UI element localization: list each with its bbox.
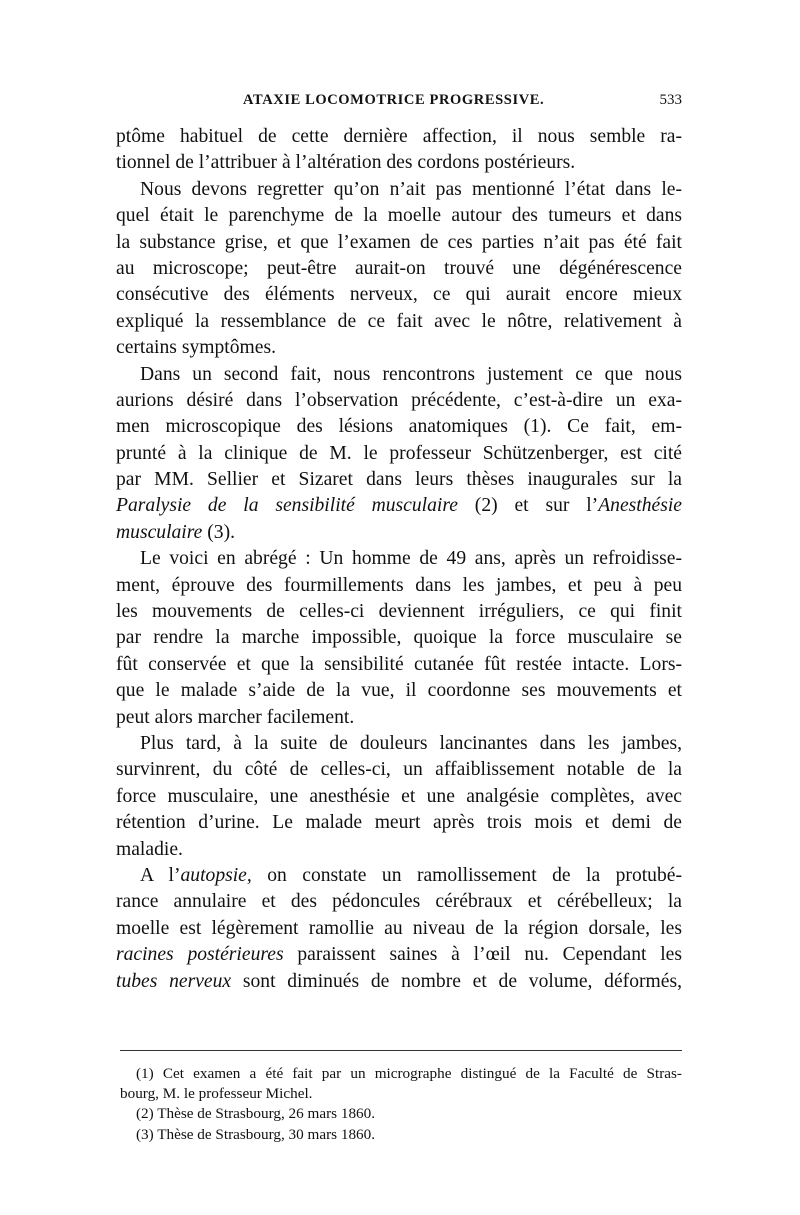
italic-tubes-nerveux: tubes nerveux (116, 970, 232, 992)
text-line: survinrent, du côté de celles-ci, un affaiblissement notable de la (116, 759, 682, 781)
footnotes (120, 1064, 682, 1145)
text-run: sont diminués de nombre et de volume, déformés, (231, 970, 682, 992)
text-line: par rendre la marche impossible, quoique la force musculaire se (116, 627, 682, 649)
paragraph-start-line: Nous devons regretter qu’on n’ait pas mentionné l’état dans le- (140, 178, 682, 200)
footnote-2: (2) Thèse de Strasbourg, 26 mars 1860. (136, 1105, 376, 1123)
italic-autopsie: autopsie, (180, 864, 252, 886)
text-run: A l’ (140, 864, 181, 886)
text-line: maladie. (116, 838, 183, 860)
text-line: rance annulaire et des pédoncules cérébraux et cérébelleux; la (116, 891, 682, 913)
text-line: expliqué la ressemblance de ce fait avec le nôtre, relativement à (116, 310, 682, 332)
running-head (115, 92, 682, 114)
text-line: par MM. Sellier et Sizaret dans leurs thèses inaugurales sur la (116, 469, 682, 491)
footnote-3: (3) Thèse de Strasbourg, 30 mars 1860. (136, 1125, 376, 1143)
text-line: fût conservée et que la sensibilité cutanée fût restée intacte. Lors- (116, 653, 682, 675)
paragraph-start-line: Plus tard, à la suite de douleurs lancinantes dans les jambes, (140, 732, 682, 754)
text-line: force musculaire, une anesthésie et une analgésie complètes, avec (116, 785, 682, 807)
text-line: ptôme habituel de cette dernière affection, il nous semble ra- (116, 126, 682, 147)
text-line-mixed (116, 942, 682, 968)
text-run: (3). (202, 521, 236, 543)
text-line: aurions désiré dans l’observation précédente, c’est-à-dire un exa- (116, 389, 682, 411)
footnote-1-continued: bourg, M. le professeur Michel. (120, 1085, 313, 1103)
italic-racines-posterieures: racines postérieures (116, 944, 284, 966)
text-line: men microscopique des lésions anatomiques (1). Ce fait, em- (116, 416, 682, 438)
text-line: la substance grise, et que l’examen de ces parties n’ait pas été fait (116, 231, 682, 253)
text-line: rétention d’urine. Le malade meurt après trois mois et demi de (116, 812, 682, 834)
text-line: ment, éprouve des fourmillements dans les jambes, et peu à peu (116, 574, 682, 596)
text-line: que le malade s’aide de la vue, il coordonne ses mouvements et (116, 680, 682, 702)
text-run: (2) et sur l’ (457, 495, 599, 517)
page-number: 533 (659, 92, 682, 108)
running-title: ATAXIE LOCOMOTRICE PROGRESSIVE. (243, 92, 545, 108)
italic-title-paralysie: Paralysie de la sensibilité musculaire (116, 495, 458, 517)
text-line: peut alors marcher facilement. (116, 706, 355, 728)
text-line: consécutive des éléments nerveux, ce qui aurait encore mieux (116, 284, 682, 306)
text-line-mixed (116, 520, 682, 546)
text-line-mixed (116, 969, 682, 995)
paragraph-start-line: Dans un second fait, nous rencontrons justement ce que nous (140, 363, 682, 385)
paragraph-start-line: Le voici en abrégé : Un homme de 49 ans, après un refroidisse- (140, 548, 682, 570)
body-text (116, 124, 682, 995)
paragraph-start-line (116, 863, 682, 889)
footnote-1: (1) Cet examen a été fait par un micrographe distingué de la Faculté de Stras- (136, 1065, 682, 1082)
text-run: on constate un ramollissement de la protubé- (251, 864, 682, 886)
text-line: prunté à la clinique de M. le professeur Schützenberger, est cité (116, 442, 682, 464)
footnote-divider (120, 1050, 682, 1051)
italic-title-anesthesie: Anesthésie (598, 495, 682, 517)
text-line-mixed (116, 493, 682, 519)
text-line: quel était le parenchyme de la moelle autour des tumeurs et dans (116, 205, 682, 227)
text-line: les mouvements de celles-ci deviennent irréguliers, ce qui finit (116, 601, 682, 623)
text-line: certains symptômes. (116, 337, 276, 359)
text-line: tionnel de l’attribuer à l’altération des cordons postérieurs. (116, 152, 576, 174)
text-run: paraissent saines à l’œil nu. Cependant les (283, 944, 682, 966)
text-line: moelle est légèrement ramollie au niveau de la région dorsale, les (116, 917, 682, 939)
italic-title-musculaire: musculaire (116, 521, 203, 543)
text-line: au microscope; peut-être aurait-on trouvé une dégénérescence (116, 257, 682, 279)
